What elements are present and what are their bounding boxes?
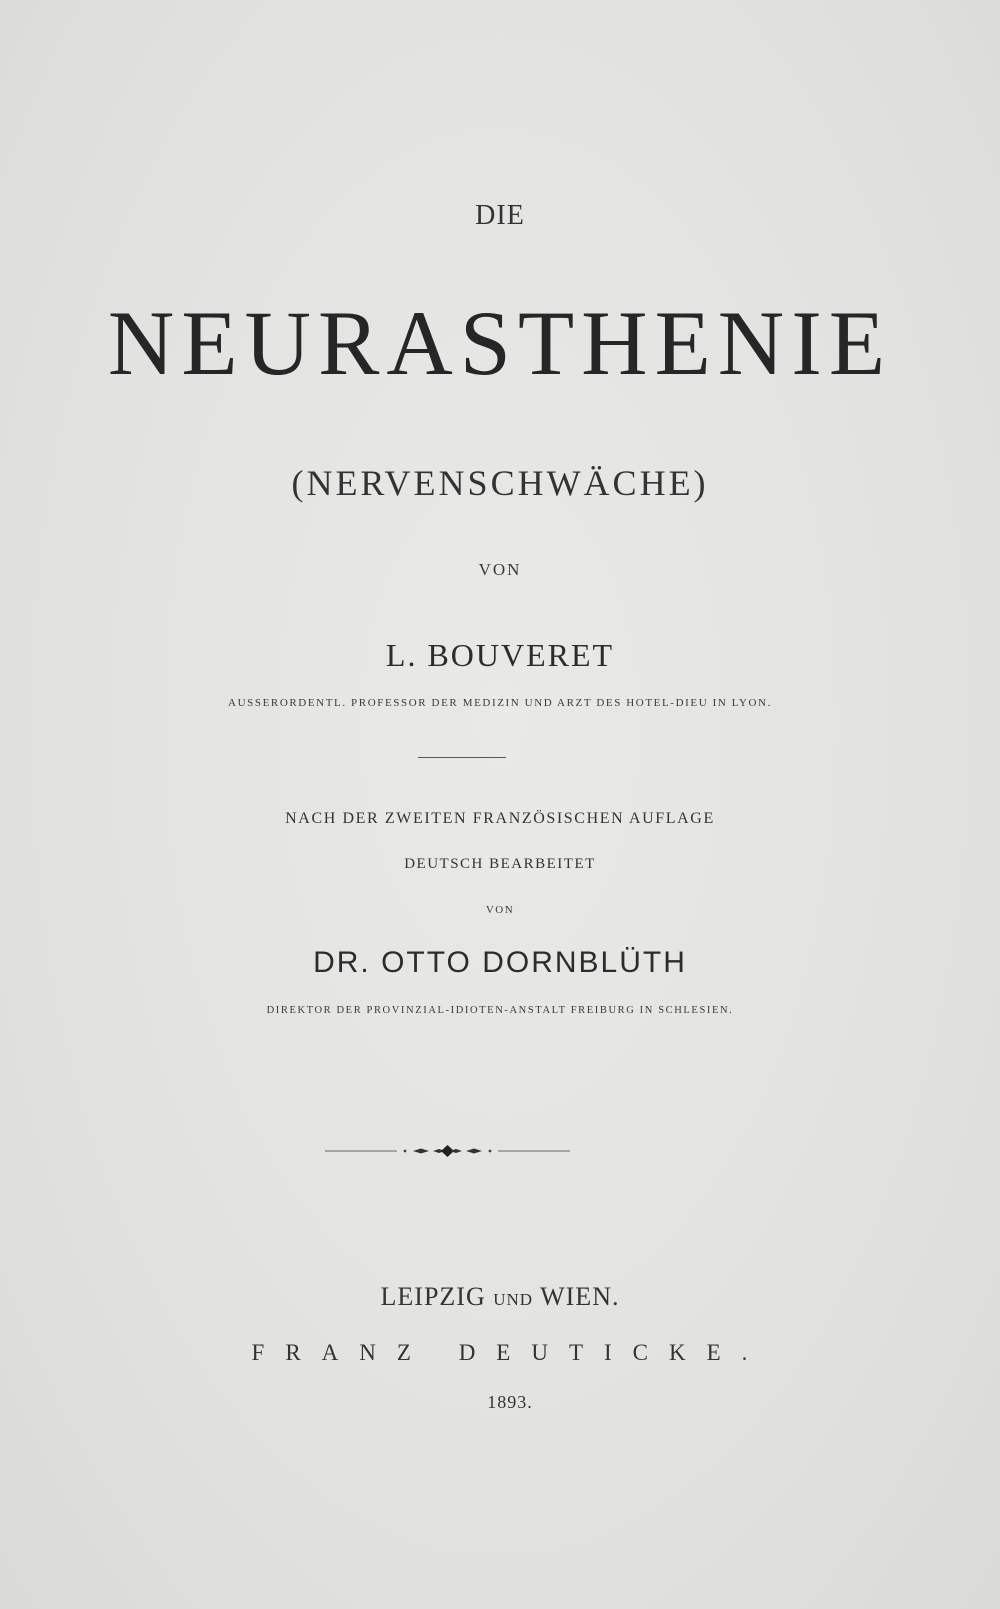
book-subtitle: (NERVENSCHWÄCHE) <box>291 463 709 503</box>
place-leipzig: LEIPZIG <box>380 1282 486 1311</box>
author-name: L. BOUVERET <box>385 637 615 673</box>
publication-year: 1893. <box>487 1392 533 1412</box>
translation-note: DEUTSCH BEARBEITET <box>404 856 596 872</box>
author-affiliation: AUSSERORDENTL. PROFESSOR DER MEDIZIN UND ARZT DES HOTEL-DIEU IN LYON. <box>228 697 772 709</box>
by-label: VON <box>478 560 522 579</box>
publication-place <box>0 1282 1000 1312</box>
translator-name: DR. OTTO DORNBLÜTH <box>313 946 687 979</box>
translator-affiliation: DIREKTOR DER PROVINZIAL-IDIOTEN-ANSTALT FREIBURG IN SCHLESIEN. <box>266 1005 734 1016</box>
ornament-divider-icon <box>325 1140 570 1162</box>
publisher-name: FRANZ DEUTICKE. <box>251 1340 769 1365</box>
divider-rule <box>418 757 506 758</box>
title-article: DIE <box>475 200 525 231</box>
book-title: NEURASTHENIE <box>107 292 893 394</box>
translator-by-label: VON <box>485 904 515 916</box>
place-conjunction: UND <box>493 1290 534 1309</box>
place-wien: WIEN. <box>540 1282 620 1311</box>
edition-note: NACH DER ZWEITEN FRANZÖSISCHEN AUFLAGE <box>285 810 715 827</box>
